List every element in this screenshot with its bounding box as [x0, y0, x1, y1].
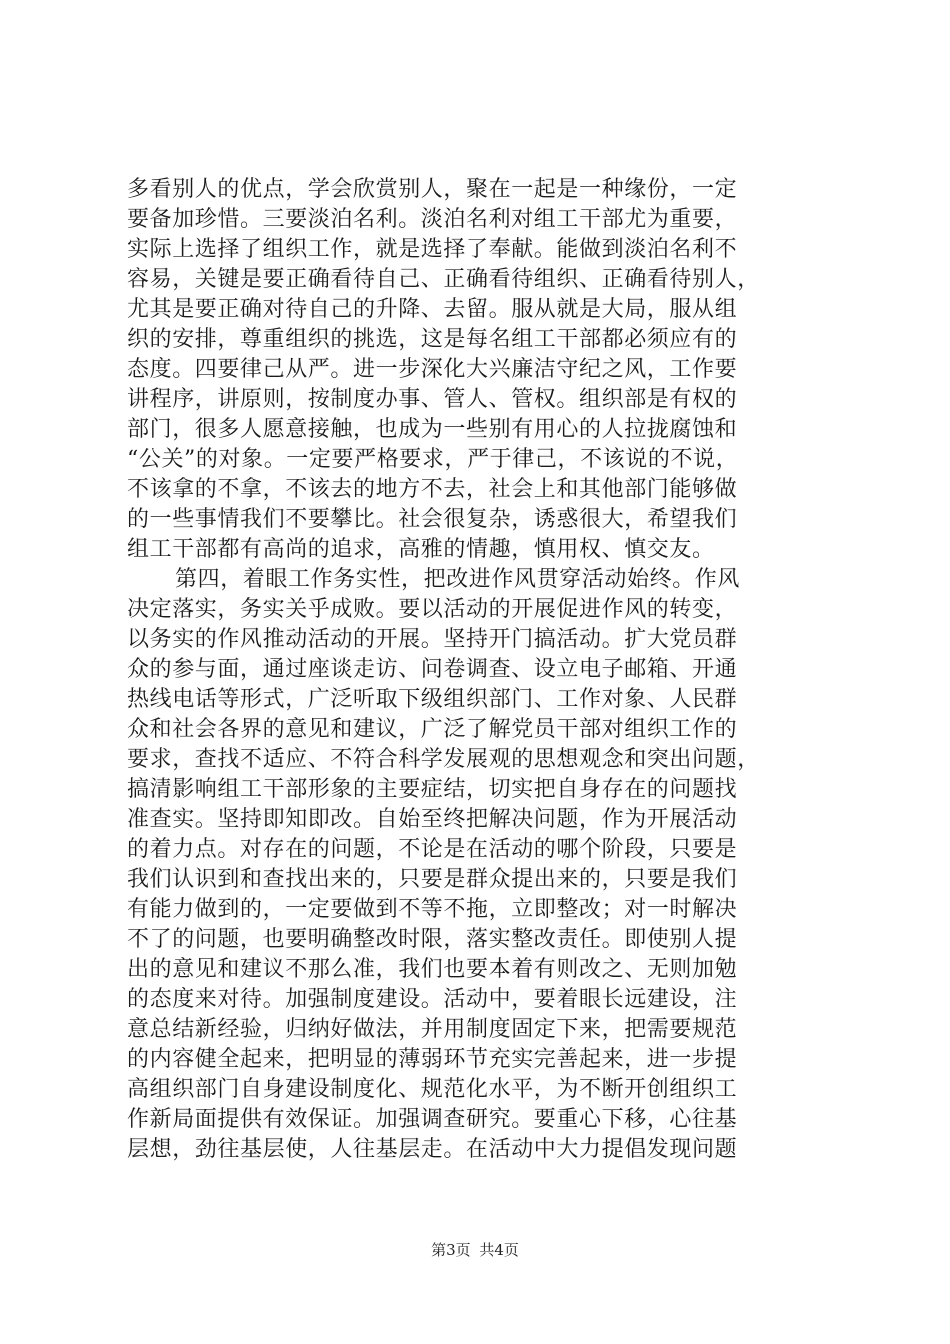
page-total: 共4页 — [479, 1241, 519, 1259]
text-line: 不了的问题，也要明确整改时限，落实整改责任。即使别人提 — [127, 927, 738, 952]
text-line: 多看别人的优点，学会欣赏别人，聚在一起是一种缘份，一定 — [127, 177, 738, 202]
text-line: 不该拿的不拿，不该去的地方不去，社会上和其他部门能够做 — [127, 477, 738, 502]
text-line: 以务实的作风推动活动的开展。坚持开门搞活动。扩大党员群 — [127, 627, 738, 652]
text-line: 组工干部都有高尚的追求，高雅的情趣，慎用权、慎交友。 — [127, 537, 715, 562]
text-line: 有能力做到的，一定要做到不等不拖，立即整改；对一时解决 — [127, 897, 738, 922]
text-line: 众和社会各界的意见和建议，广泛了解党员干部对组织工作的 — [127, 717, 738, 742]
text-line: 的一些事情我们不要攀比。社会很复杂，诱惑很大，希望我们 — [127, 507, 738, 532]
text-line: 作新局面提供有效保证。加强调查研究。要重心下移，心往基 — [127, 1107, 738, 1132]
page-number: 第3页 — [431, 1241, 471, 1259]
text-line: 高组织部门自身建设制度化、规范化水平，为不断开创组织工 — [127, 1077, 738, 1102]
page-footer — [0, 1240, 950, 1260]
text-line: 的内容健全起来，把明显的薄弱环节充实完善起来，进一步提 — [127, 1047, 738, 1072]
text-line: 实际上选择了组织工作，就是选择了奉献。能做到淡泊名利不 — [127, 237, 738, 262]
text-line: 态度。四要律己从严。进一步深化大兴廉洁守纪之风，工作要 — [127, 357, 738, 382]
text-line: “公关”的对象。一定要严格要求，严于律己，不该说的不说， — [127, 447, 739, 472]
text-line: 决定落实，务实关乎成败。要以活动的开展促进作风的转变， — [127, 597, 738, 622]
text-line: 要备加珍惜。三要淡泊名利。淡泊名利对组工干部尤为重要， — [127, 207, 738, 232]
text-line: 部门，很多人愿意接触，也成为一些别有用心的人拉拢腐蚀和 — [127, 417, 738, 442]
text-line: 讲程序，讲原则，按制度办事、管人、管权。组织部是有权的 — [127, 387, 738, 412]
text-line: 的着力点。对存在的问题，不论是在活动的哪个阶段，只要是 — [127, 837, 738, 862]
text-line: 准查实。坚持即知即改。自始至终把解决问题，作为开展活动 — [127, 807, 738, 832]
text-line: 众的参与面，通过座谈走访、问卷调查、设立电子邮箱、开通 — [127, 657, 738, 682]
text-line: 的态度来对待。加强制度建设。活动中，要着眼长远建设，注 — [127, 987, 738, 1012]
text-line: 织的安排，尊重组织的挑选，这是每名组工干部都必须应有的 — [127, 327, 738, 352]
text-line: 容易，关键是要正确看待自己、正确看待组织、正确看待别人， — [127, 267, 760, 292]
text-line: 搞清影响组工干部形象的主要症结，切实把自身存在的问题找 — [127, 777, 738, 802]
text-line: 我们认识到和查找出来的，只要是群众提出来的，只要是我们 — [127, 867, 738, 892]
text-line: 热线电话等形式，广泛听取下级组织部门、工作对象、人民群 — [127, 687, 738, 712]
text-line: 层想，劲往基层使，人往基层走。在活动中大力提倡发现问题 — [127, 1137, 738, 1162]
text-line: 意总结新经验，归纳好做法，并用制度固定下来，把需要规范 — [127, 1017, 738, 1042]
text-line: 出的意见和建议不那么准，我们也要本着有则改之、无则加勉 — [127, 957, 738, 982]
document-body — [127, 175, 827, 1165]
text-line: 要求，查找不适应、不符合科学发展观的思想观念和突出问题， — [127, 747, 760, 772]
paragraph-start-line: 第四，着眼工作务实性，把改进作风贯穿活动始终。作风 — [175, 567, 741, 592]
text-line: 尤其是要正确对待自己的升降、去留。服从就是大局，服从组 — [127, 297, 738, 322]
